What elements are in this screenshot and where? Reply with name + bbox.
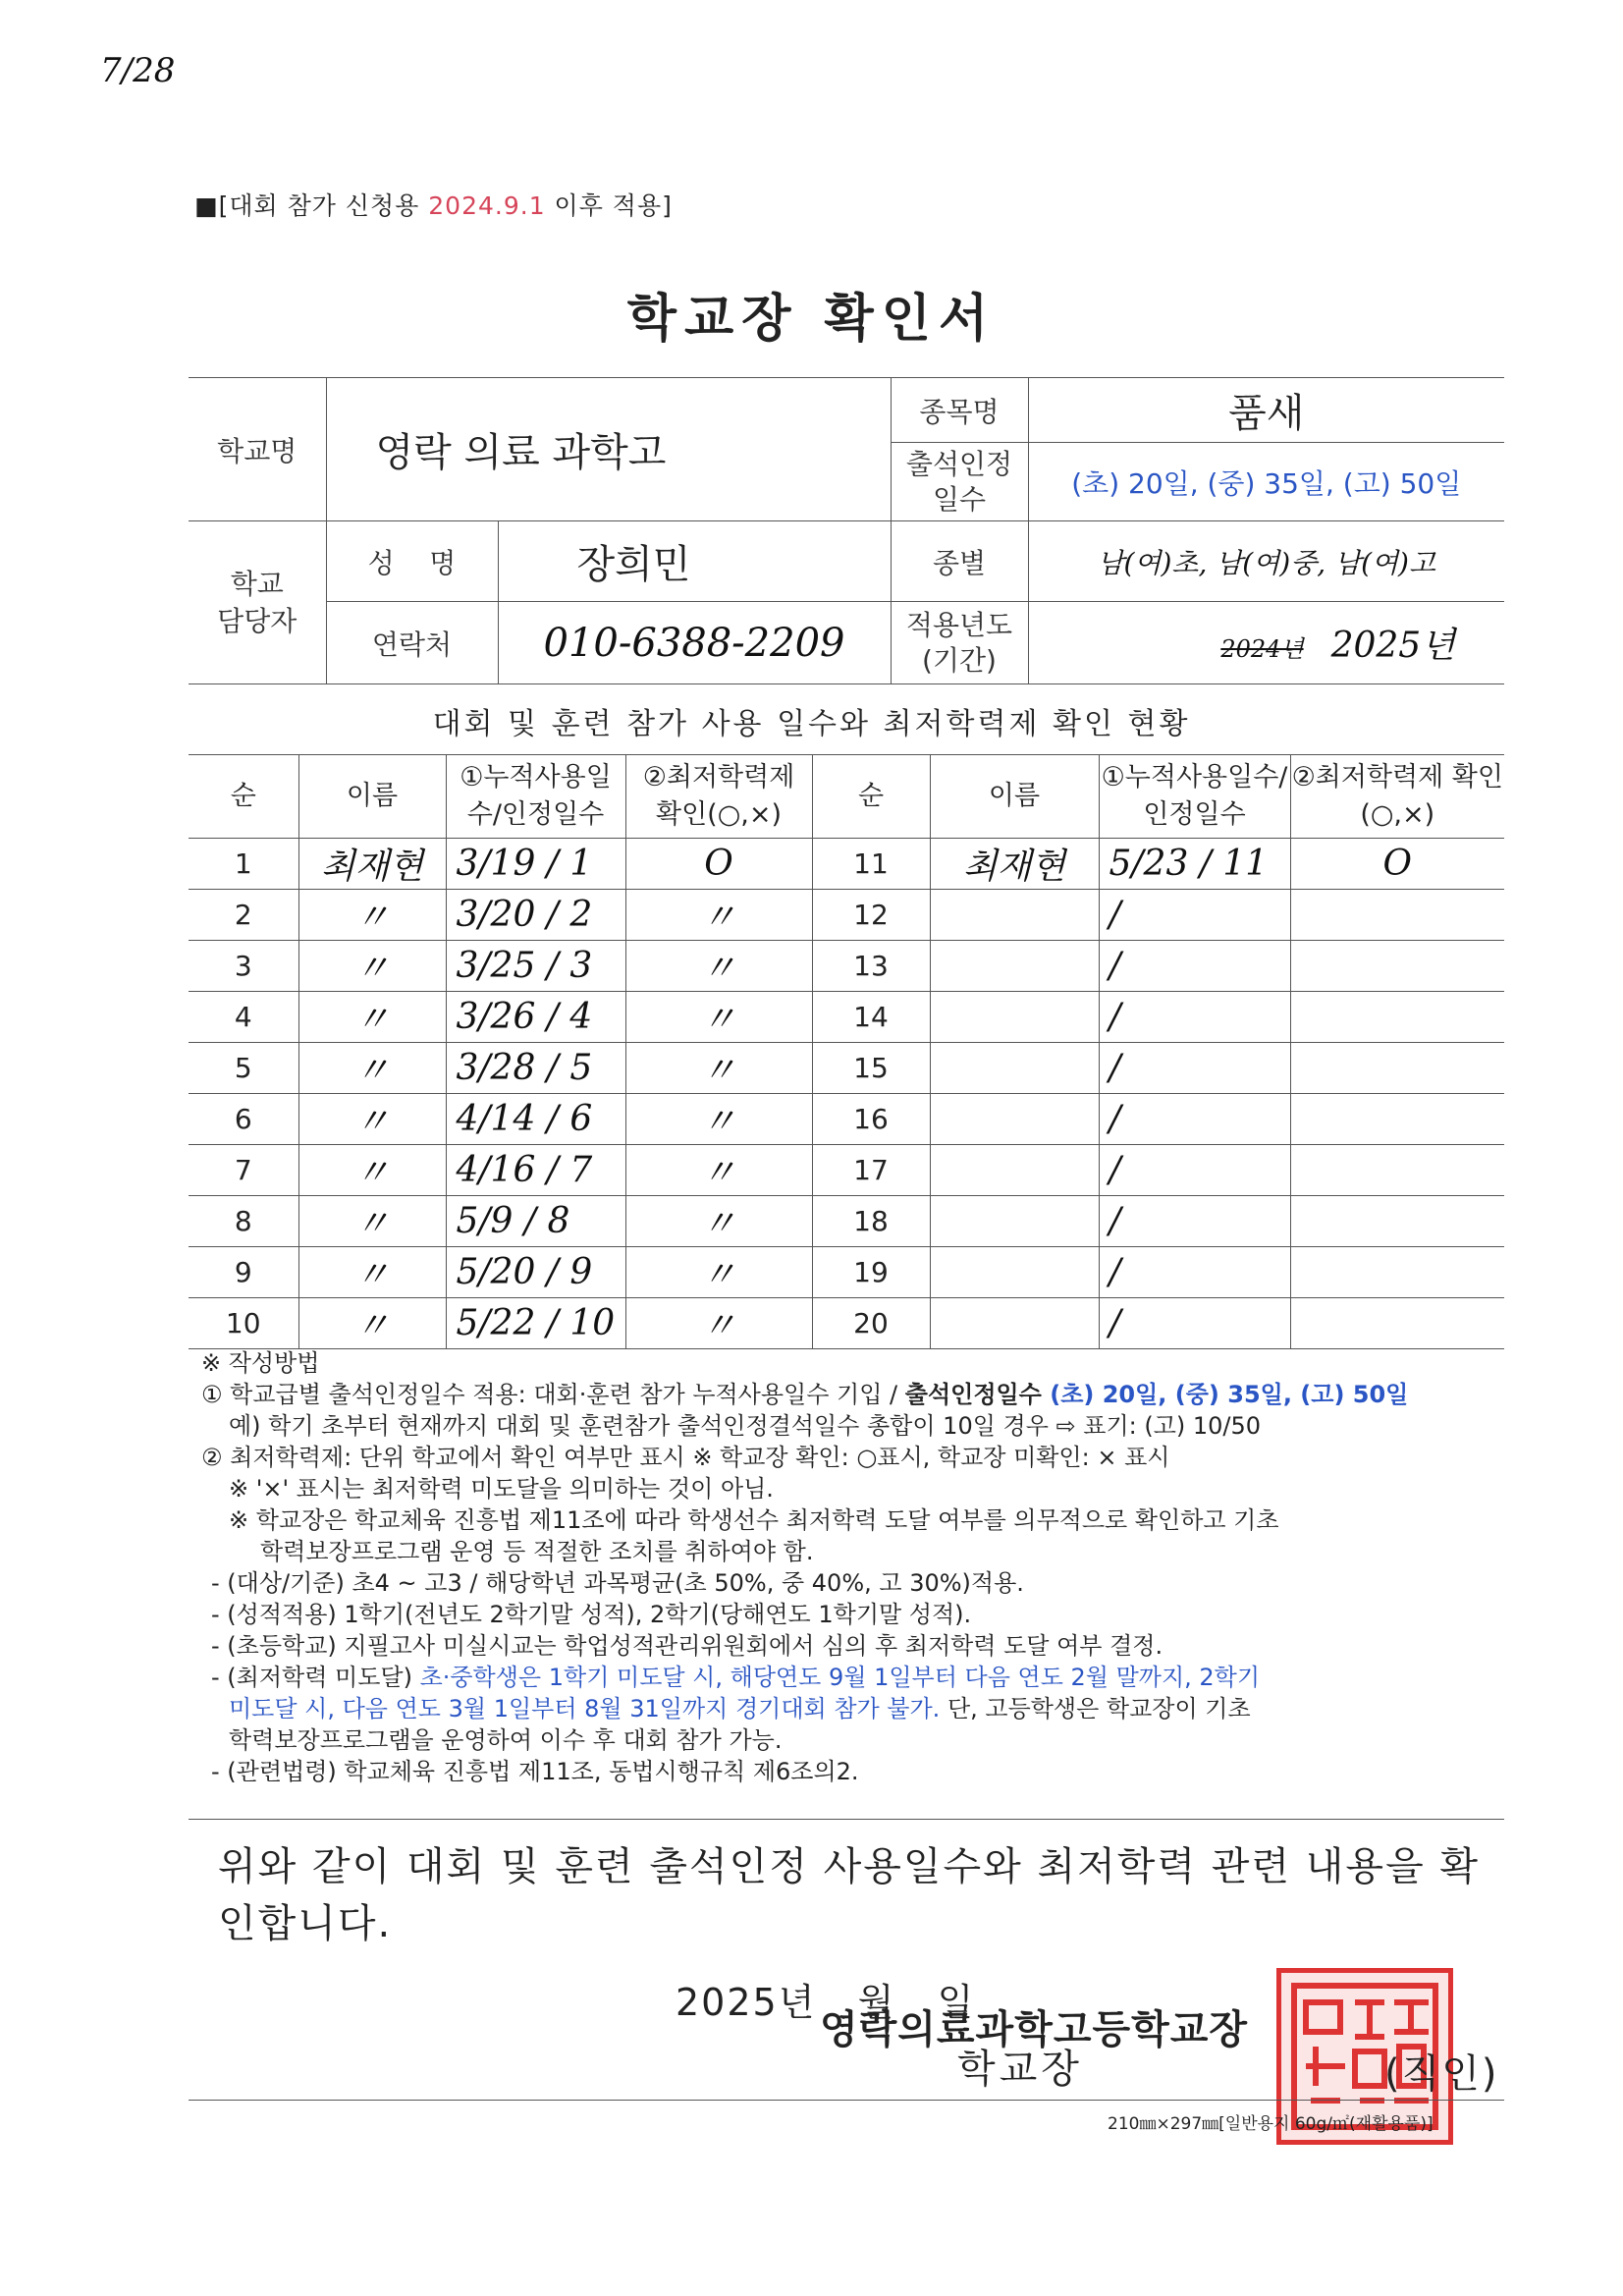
row-name [930,890,1099,941]
row-number: 4 [189,992,298,1043]
row-days: 3/19 / 1 [446,839,625,890]
row-name [930,1094,1099,1145]
table-row [189,992,1504,1043]
method-line: ※ '×' 표시는 최저학력 미도달을 의미하는 것이 아님. [229,1475,774,1503]
row-name: 〃 [298,1094,446,1145]
method-title: ※ 작성방법 [201,1349,320,1377]
table-row [189,1196,1504,1247]
table-row [189,1298,1504,1349]
header-days: ①누적사용일수/인정일수 [1099,755,1290,839]
row-check: 〃 [625,1196,812,1247]
header-note [194,187,673,222]
method-line: ※ 학교장은 학교체육 진흥법 제11조에 따라 학생선수 최저학력 도달 여부를 의무적으로 확인하고 기초 [229,1506,1279,1534]
row-number: 9 [189,1247,298,1298]
row-name: 〃 [298,1145,446,1196]
row-days: / [1099,992,1290,1043]
header-no: 순 [189,755,298,839]
row-check [1290,941,1504,992]
row-check [1290,1145,1504,1196]
row-days: 4/14 / 6 [446,1094,625,1145]
table-row [189,890,1504,941]
method-line: ② 최저학력제: 단위 학교에서 확인 여부만 표시 ※ 학교장 확인: ○표시, 학교장 미확인: × 표시 [201,1444,1170,1471]
row-name [930,1145,1099,1196]
row-check: 〃 [625,1247,812,1298]
row-name: 〃 [298,992,446,1043]
row-check: 〃 [625,890,812,941]
usage-table [189,754,1504,1349]
row-name: 〃 [298,1298,446,1349]
paper-spec: 210㎜×297㎜[일반용지 60g/㎡(재활용품)] [1108,2114,1434,2134]
attendance-label: 출석인정 일수 [891,443,1028,521]
row-number: 1 [189,839,298,890]
row-number: 11 [812,839,930,890]
method-line: - (대상/기준) 초4 ~ 고3 / 해당학년 과목평균(초 50%, 중 40%, 고 30%)적용. [211,1569,1024,1597]
method-line: - (성적적용) 1학기(전년도 2학기말 성적), 2학기(당해연도 1학기말 성적). [211,1601,972,1628]
row-days: 3/25 / 3 [446,941,625,992]
document-title: 학교장 확인서 [626,290,997,349]
bottom-divider [189,2100,1504,2101]
method-line: 예) 학기 초부터 현재까지 대회 및 훈련참가 출석인정결석일수 총합이 10일 경우 ⇨ 표기: (고) 10/50 [229,1412,1262,1440]
row-check: 〃 [625,941,812,992]
row-check: O [1290,839,1504,890]
row-days: 5/22 / 10 [446,1298,625,1349]
year-cell [1028,602,1504,684]
row-number: 13 [812,941,930,992]
table-row [189,1043,1504,1094]
row-name: 〃 [298,1247,446,1298]
row-check [1290,1247,1504,1298]
row-check [1290,1043,1504,1094]
table-row [189,941,1504,992]
year-label: 적용년도 (기간) [891,602,1028,684]
row-name [930,1196,1099,1247]
writing-method [201,1347,1512,1787]
row-number: 10 [189,1298,298,1349]
name-value: 장희민 [498,521,891,602]
method-line: - (초등학교) 지필고사 미실시교는 학업성적관리위원회에서 심의 후 최저학력 도달 여부 결정. [211,1632,1163,1660]
date-line: 2025년 월 일 [676,1981,976,2024]
row-check: 〃 [625,1043,812,1094]
row-number: 16 [812,1094,930,1145]
method-line: - (관련법령) 학교체육 진흥법 제11조, 동법시행규칙 제6조의2. [211,1758,859,1785]
row-days: / [1099,1247,1290,1298]
page-number: 7/28 [100,51,176,90]
manager-label: 학교 담당자 [189,521,326,684]
attendance-value: (초) 20일, (중) 35일, (고) 50일 [1028,443,1504,521]
row-name: 〃 [298,941,446,992]
row-days: / [1099,890,1290,941]
info-table [189,377,1504,684]
row-check [1290,1094,1504,1145]
row-number: 15 [812,1043,930,1094]
seal-mark: (직인) [1384,2051,1499,2097]
method-line: - (최저학력 미도달) 초·중학생은 1학기 미도달 시, 해당연도 9월 1일부터 다음 연도 2월 말까지, 2학기 [211,1664,1261,1691]
row-check: 〃 [625,992,812,1043]
year-struck: 2024년 [1220,635,1304,663]
row-name [930,1247,1099,1298]
gender-value: 남(여)초, 남(여)중, 남(여)고 [1028,521,1504,602]
table-row [189,1247,1504,1298]
row-check [1290,890,1504,941]
method-line: 학력보장프로그램을 운영하여 이수 후 대회 참가 가능. [229,1726,783,1754]
header-date: 2024.9.1 [428,191,546,220]
header-no: 순 [812,755,930,839]
contact-label: 연락처 [326,602,498,684]
row-number: 17 [812,1145,930,1196]
header-prefix: ■[대회 참가 신청용 [194,191,429,220]
name-label: 성 명 [326,521,498,602]
table-row [189,1094,1504,1145]
principal-title: 학교장 [957,2047,1083,2092]
confirmation-statement: 위와 같이 대회 및 훈련 출석인정 사용일수와 최저학력 관련 내용을 확인합니다. [218,1844,1481,1946]
row-name [930,1043,1099,1094]
row-days: 4/16 / 7 [446,1145,625,1196]
contact-value: 010-6388-2209 [498,602,891,684]
row-days: 3/28 / 5 [446,1043,625,1094]
school-principal-name: 영락의료과학고등학교장 [820,2007,1249,2052]
row-number: 5 [189,1043,298,1094]
row-check: 〃 [625,1145,812,1196]
year-value: 2025년 [1330,626,1455,666]
section-title: 대회 및 훈련 참가 사용 일수와 최저학력제 확인 현황 [432,707,1191,741]
row-number: 6 [189,1094,298,1145]
row-name [930,941,1099,992]
row-name: 〃 [298,1196,446,1247]
method-line: 미도달 시, 다음 연도 3월 1일부터 8월 31일까지 경기대회 참가 불가. 단, 고등학생은 학교장이 기초 [229,1695,1251,1722]
row-days: 3/26 / 4 [446,992,625,1043]
row-check: 〃 [625,1094,812,1145]
row-number: 3 [189,941,298,992]
row-name: 〃 [298,890,446,941]
row-number: 19 [812,1247,930,1298]
row-name [930,1298,1099,1349]
row-days: 5/20 / 9 [446,1247,625,1298]
row-name: 최재현 [930,839,1099,890]
table-row [189,839,1504,890]
row-check [1290,992,1504,1043]
school-label: 학교명 [189,378,326,521]
row-days: / [1099,1145,1290,1196]
row-number: 14 [812,992,930,1043]
row-number: 2 [189,890,298,941]
row-check [1290,1298,1504,1349]
row-days: 3/20 / 2 [446,890,625,941]
header-suffix: 이후 적용] [545,191,673,220]
row-name: 〃 [298,1043,446,1094]
event-value: 품새 [1028,378,1504,443]
row-days: 5/23 / 11 [1099,839,1290,890]
header-check: ②최저학력제 확인(○,×) [1290,755,1504,839]
row-name: 최재현 [298,839,446,890]
header-check: ②최저학력제 확인(○,×) [625,755,812,839]
row-days: / [1099,1196,1290,1247]
header-name: 이름 [298,755,446,839]
row-days: / [1099,1094,1290,1145]
row-days: / [1099,1298,1290,1349]
row-number: 8 [189,1196,298,1247]
gender-label: 종별 [891,521,1028,602]
row-days: / [1099,941,1290,992]
row-check: 〃 [625,1298,812,1349]
row-name [930,992,1099,1043]
event-label: 종목명 [891,378,1028,443]
row-check: O [625,839,812,890]
row-number: 12 [812,890,930,941]
row-check [1290,1196,1504,1247]
method-line: ① 학교급별 출석인정일수 적용: 대회·훈련 참가 누적사용일수 기입 / 출석인정일수 (초) 20일, (중) 35일, (고) 50일 [201,1381,1409,1408]
school-value: 영락 의료 과학고 [326,378,891,521]
row-number: 18 [812,1196,930,1247]
table-row [189,1145,1504,1196]
divider [189,1819,1504,1820]
row-number: 7 [189,1145,298,1196]
header-days: ①누적사용일수/인정일수 [446,755,625,839]
method-line: 학력보장프로그램 운영 등 적절한 조치를 취하여야 함. [260,1538,814,1565]
row-days: / [1099,1043,1290,1094]
row-days: 5/9 / 8 [446,1196,625,1247]
header-name: 이름 [930,755,1099,839]
row-number: 20 [812,1298,930,1349]
